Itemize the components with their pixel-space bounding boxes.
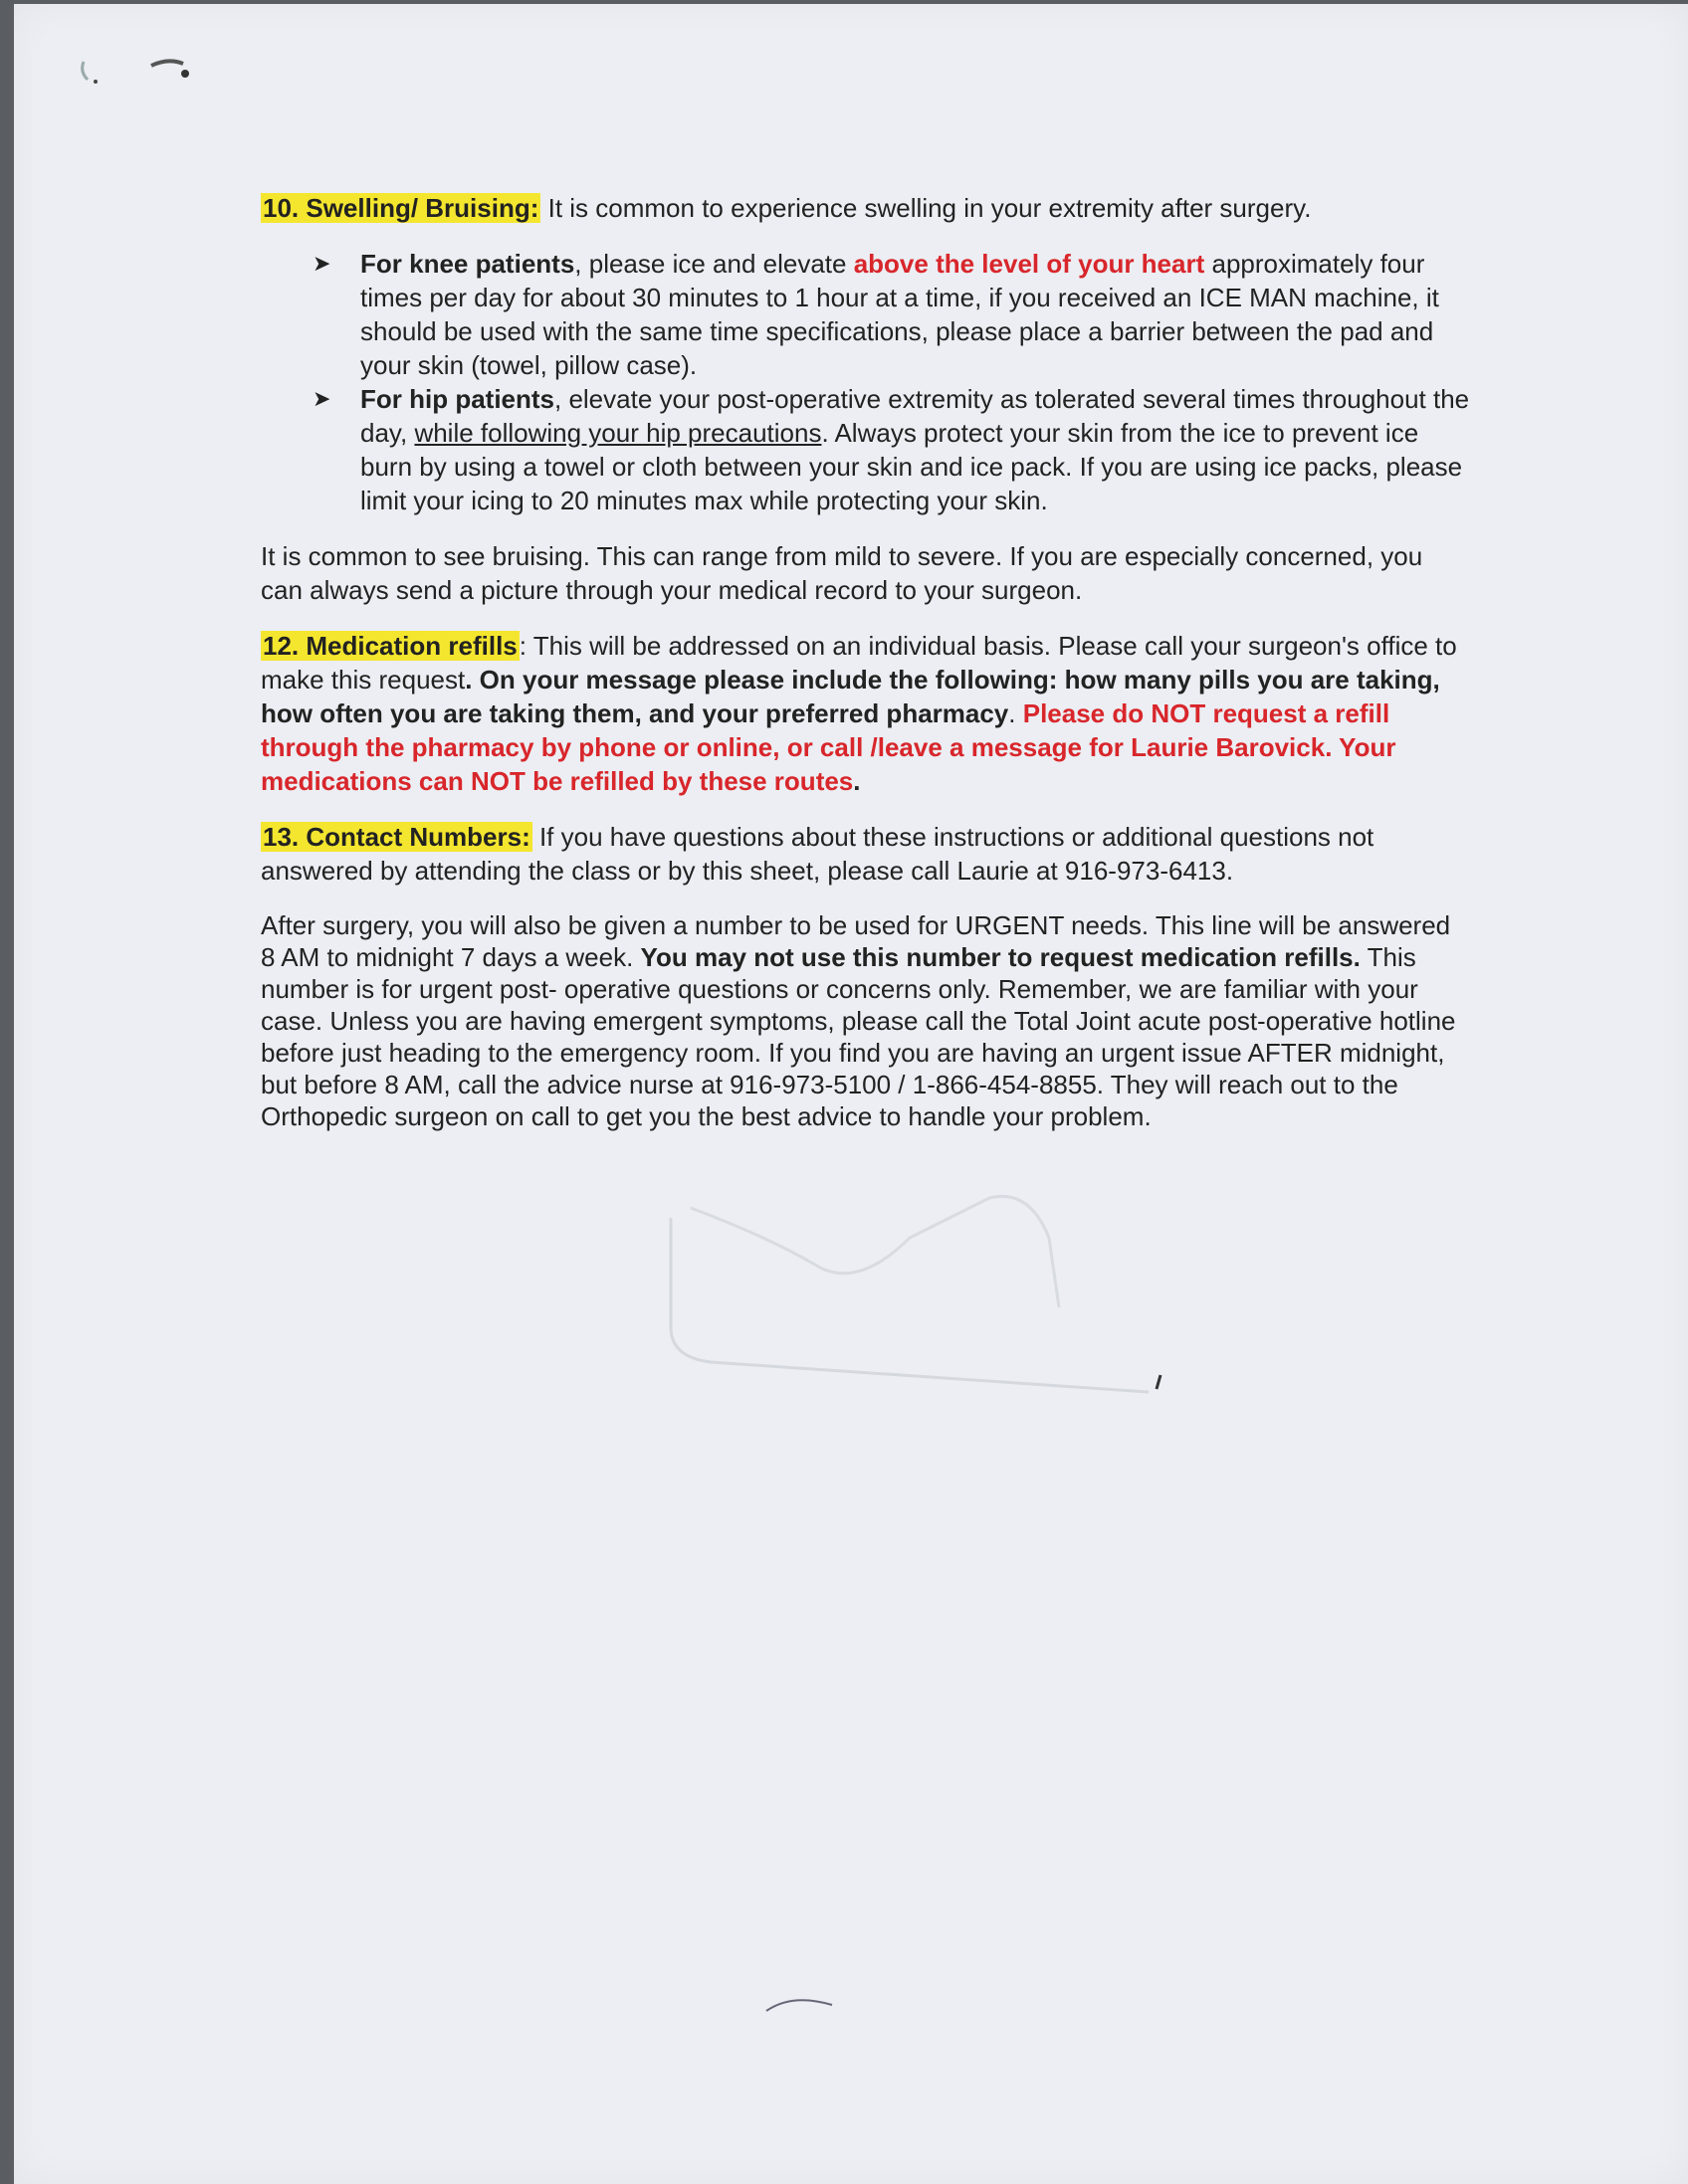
knee-red-text: above the level of your heart: [853, 249, 1205, 279]
hip-patients-item: [313, 382, 1471, 517]
urgent-line-paragraph: [261, 909, 1471, 1132]
hip-text-2: . Always protect your skin from the ice to prevent ice burn by using a towel or cloth between your skin and ice pack. If you are using ice packs, please limit your icing to 20 minutes max while protecting your skin.: [360, 418, 1463, 515]
pen-stroke-mark: [762, 1989, 842, 2019]
section-13-paragraph: [261, 820, 1471, 888]
section-12-red-warning: Please do NOT request a refill through the pharmacy by phone or online, or call /leave a message for Laurie Barovick. Your medications can NOT be refilled by these routes: [261, 698, 1396, 796]
section-10-heading: 10. Swelling/ Bruising:: [263, 193, 539, 223]
section-12-heading: 12. Medication refills: [263, 631, 518, 661]
section-12-text-2: .: [1008, 698, 1023, 728]
section-12-text-1: : This will be addressed on an individual basis. Please call your surgeon's office to make this request: [261, 631, 1457, 695]
section-10-bullet-list: [261, 247, 1471, 517]
urgent-text-2: This number is for urgent post- operative questions or concerns only. Remember, we are familiar with your case. Unless you are having emergent symptoms, please call the Total Joint acute post-operative hotline before just heading to the emergency room. If you find you are having an urgent issue AFTER midnight, but before 8 AM, call the advice nurse at 916-973-5100 / 1-866-454-8855. They will reach out to the Orthopedic surgeon on call to get you the best advice to handle your problem.: [261, 942, 1456, 1131]
section-13-heading: 13. Contact Numbers:: [263, 822, 530, 852]
hole-punch-mark: [74, 52, 203, 92]
arrow-bullet-icon: ➤: [313, 386, 331, 411]
bruising-paragraph: It is common to see bruising. This can range from mild to severe. If you are especially concerned, you can always send a picture through your medical record to your surgeon.: [261, 541, 1423, 605]
section-12-end: .: [853, 766, 861, 796]
urgent-bold-text: You may not use this number to request medication refills.: [640, 942, 1361, 972]
hip-underlined-text: while following your hip precautions: [414, 418, 822, 448]
knee-text-1: , please ice and elevate: [574, 249, 854, 279]
hip-lead: For hip patients: [360, 384, 554, 414]
document-content: [261, 191, 1471, 1132]
paper-crease-mark: [651, 1178, 1188, 1417]
section-12-paragraph: [261, 629, 1471, 798]
hip-text-1: , elevate your post-operative extremity as tolerated several times throughout the day,: [360, 384, 1470, 448]
urgent-text-1: After surgery, you will also be given a number to be used for URGENT needs. This line will be answered 8 AM to midnight 7 days a week.: [261, 910, 1451, 972]
document-page: [14, 4, 1688, 2184]
section-13-text: If you have questions about these instructions or additional questions not answered by attending the class or by this sheet, please call Laurie at 916-973-6413.: [261, 822, 1374, 886]
arrow-bullet-icon: ➤: [313, 251, 331, 276]
section-10-intro-text: It is common to experience swelling in your extremity after surgery.: [540, 193, 1312, 223]
section-10-intro: [261, 191, 1471, 225]
section-12-bold-text: . On your message please include the following: how many pills you are taking, how often you are taking them, and your preferred pharmacy: [261, 665, 1440, 728]
knee-text-2: approximately four times per day for about 30 minutes to 1 hour at a time, if you received an ICE MAN machine, it should be used with the same time specifications, please place a barrier between the pad and your skin (towel, pillow case).: [360, 249, 1439, 380]
knee-lead: For knee patients: [360, 249, 575, 279]
knee-patients-item: [313, 247, 1471, 382]
